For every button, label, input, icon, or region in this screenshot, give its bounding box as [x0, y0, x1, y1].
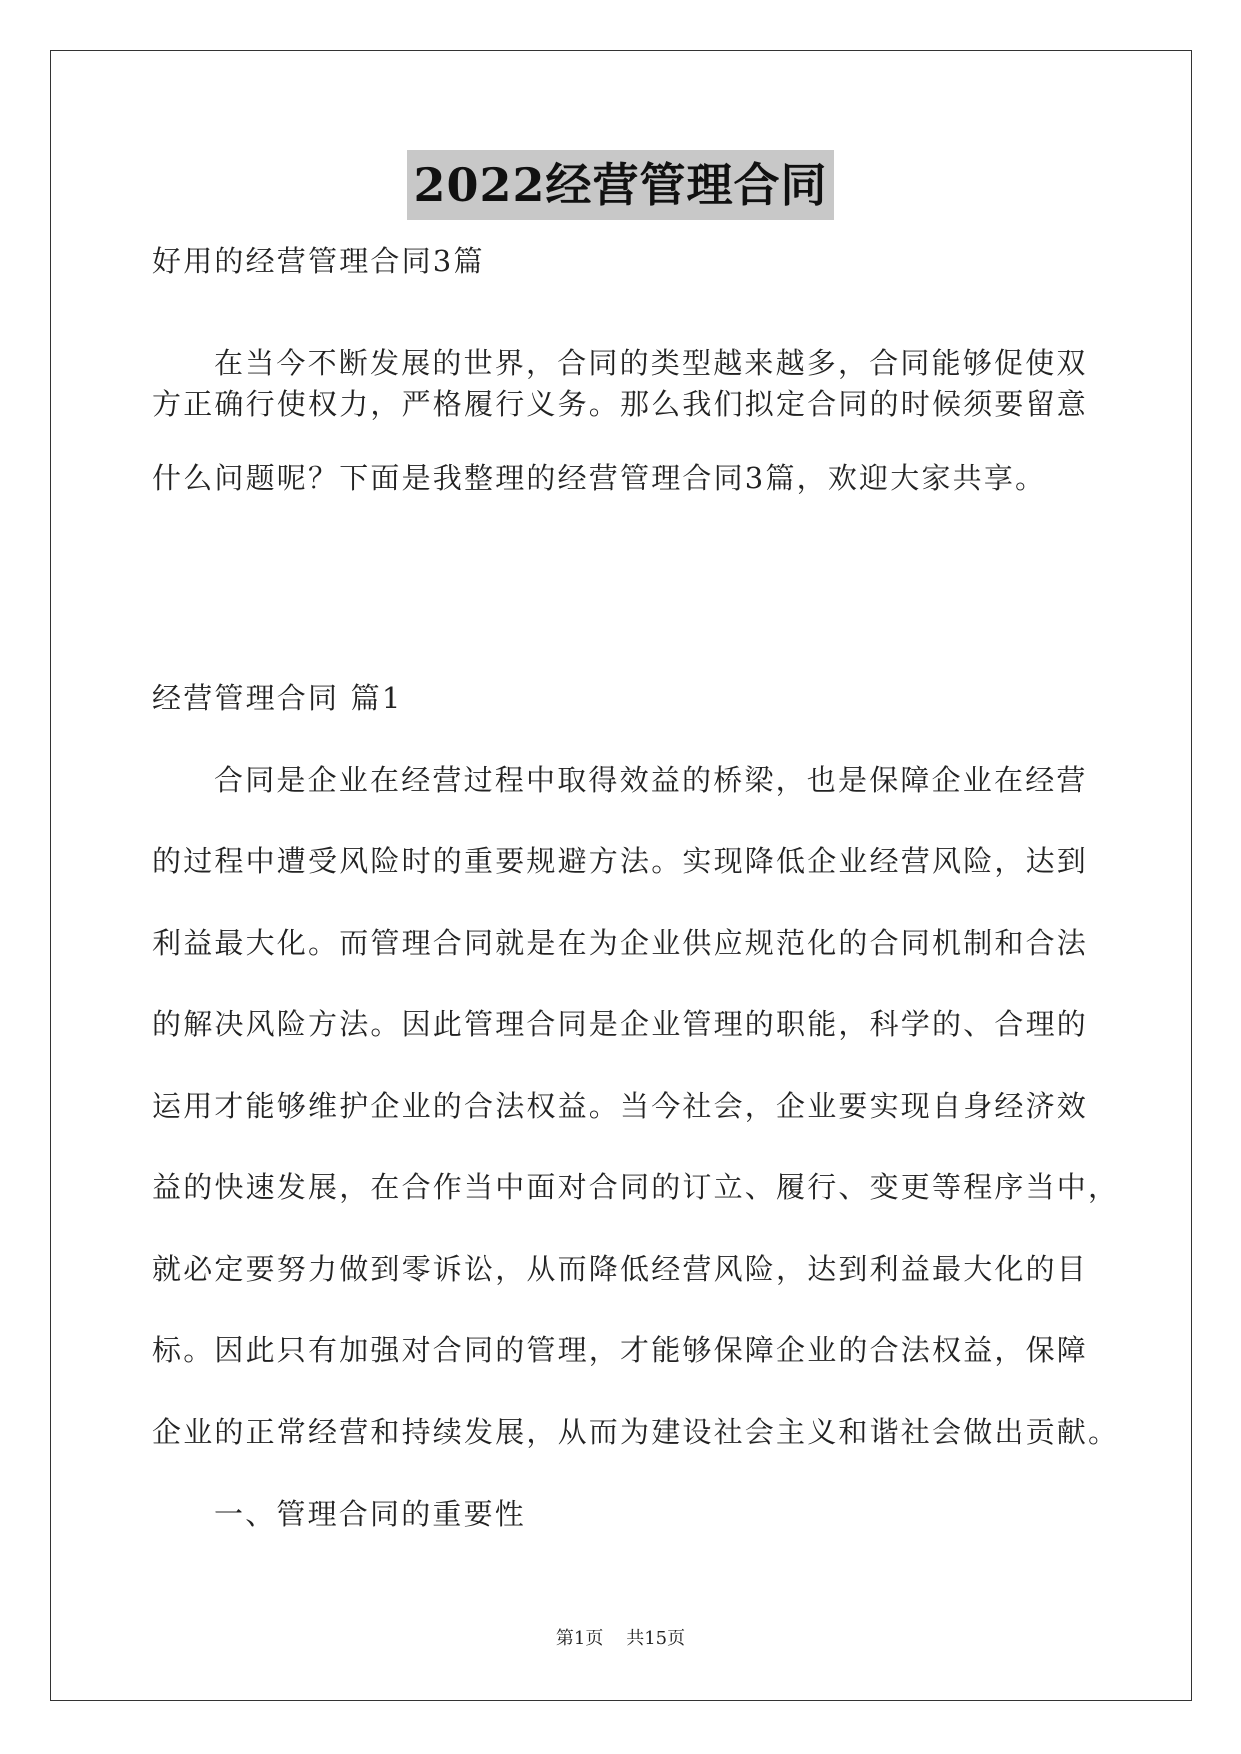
intro-line: 在当今不断发展的世界，合同的类型越来越多，合同能够促使双 [214, 346, 1088, 380]
document-subtitle: 好用的经营管理合同3篇 [152, 244, 485, 278]
body-line: 的解决风险方法。因此管理合同是企业管理的职能，科学的、合理的 [152, 1007, 1089, 1041]
body-line: 利益最大化。而管理合同就是在为企业供应规范化的合同机制和合法 [152, 926, 1089, 960]
intro-line: 什么问题呢？下面是我整理的经营管理合同3篇，欢迎大家共享。 [152, 461, 1047, 495]
title-container [0, 150, 1241, 220]
body-line: 益的快速发展，在合作当中面对合同的订立、履行、变更等程序当中， [152, 1170, 1120, 1204]
section-heading: 经营管理合同 篇1 [152, 681, 403, 715]
body-line: 就必定要努力做到零诉讼，从而降低经营风险，达到利益最大化的目 [152, 1252, 1089, 1286]
body-line: 运用才能够维护企业的合法权益。当今社会，企业要实现自身经济效 [152, 1089, 1089, 1123]
page-total: 共15页 [626, 1628, 686, 1649]
page-footer [0, 1627, 1241, 1651]
body-line: 的过程中遭受风险时的重要规避方法。实现降低企业经营风险，达到 [152, 844, 1089, 878]
body-line: 合同是企业在经营过程中取得效益的桥梁，也是保障企业在经营 [214, 763, 1088, 797]
document-title: 2022经营管理合同 [407, 150, 833, 220]
subheading: 一、管理合同的重要性 [214, 1497, 527, 1531]
intro-line: 方正确行使权力，严格履行义务。那么我们拟定合同的时候须要留意 [152, 387, 1089, 421]
body-line: 企业的正常经营和持续发展，从而为建设社会主义和谐社会做出贡献。 [152, 1415, 1120, 1449]
body-line: 标。因此只有加强对合同的管理，才能够保障企业的合法权益，保障 [152, 1333, 1089, 1367]
page-number: 第1页 [555, 1628, 604, 1649]
